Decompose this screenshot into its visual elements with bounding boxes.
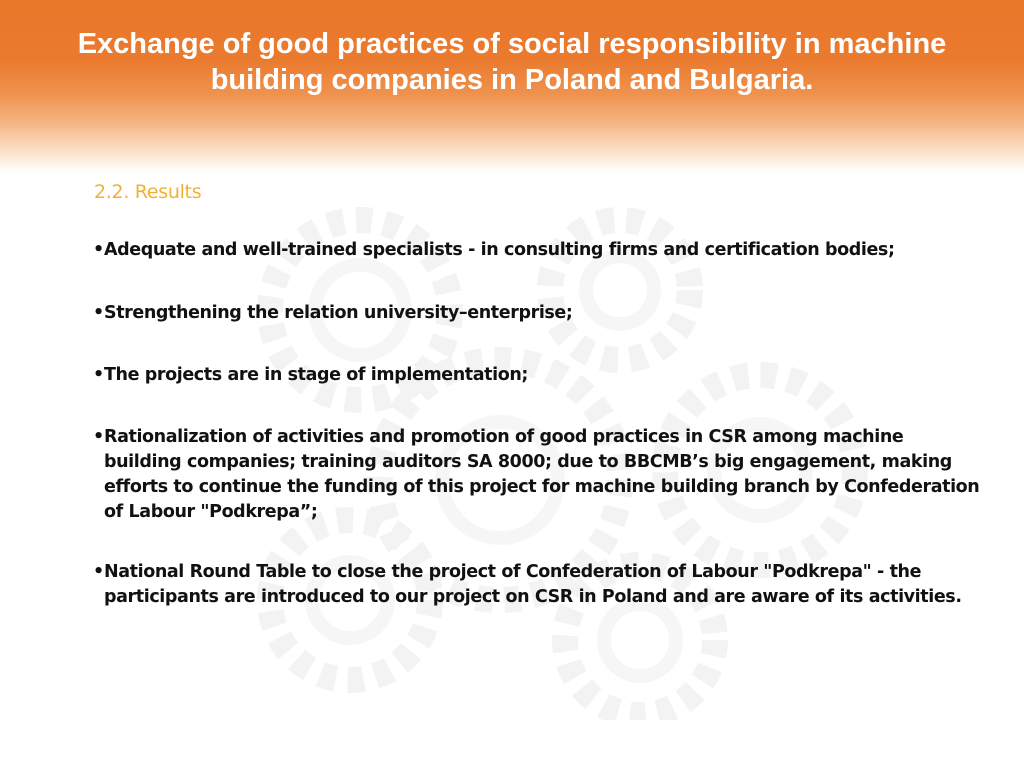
bullet-item [94,301,984,326]
bullet-text: Adequate and well-trained specialists - in consulting firms and certification bodies; [104,240,895,260]
bullet-text: Rationalization of activities and promotion of good practices in CSR among machine building companies; training auditors SA 8000; due to BBCMB’s big engagement, making efforts to continue the funding of this project for machine building branch by Confederation of Labour "Podkrepa”; [104,427,980,522]
bullet-item [94,238,984,263]
bullet-text: Strengthening the relation university–enterprise; [104,303,573,323]
section-heading: 2.2. Results [94,181,202,203]
bullet-dot-icon: • [93,427,104,447]
bullet-item [94,363,984,388]
bullet-dot-icon: • [93,240,104,260]
results-bullet-list [94,238,984,610]
bullet-dot-icon: • [93,303,104,323]
slide-content [94,180,984,610]
bullet-dot-icon: • [93,562,104,582]
bullet-text: National Round Table to close the project of Confederation of Labour "Podkrepa" - the participants are introduced to our project on CSR in Poland and are aware of its activities. [104,562,962,607]
bullet-item [94,425,984,525]
bullet-item [94,560,984,610]
bullet-text: The projects are in stage of implementation; [104,365,529,385]
bullet-dot-icon: • [93,365,104,385]
slide-title: Exchange of good practices of social responsibility in machine building companies in Poland and Bulgaria. [77,28,947,96]
